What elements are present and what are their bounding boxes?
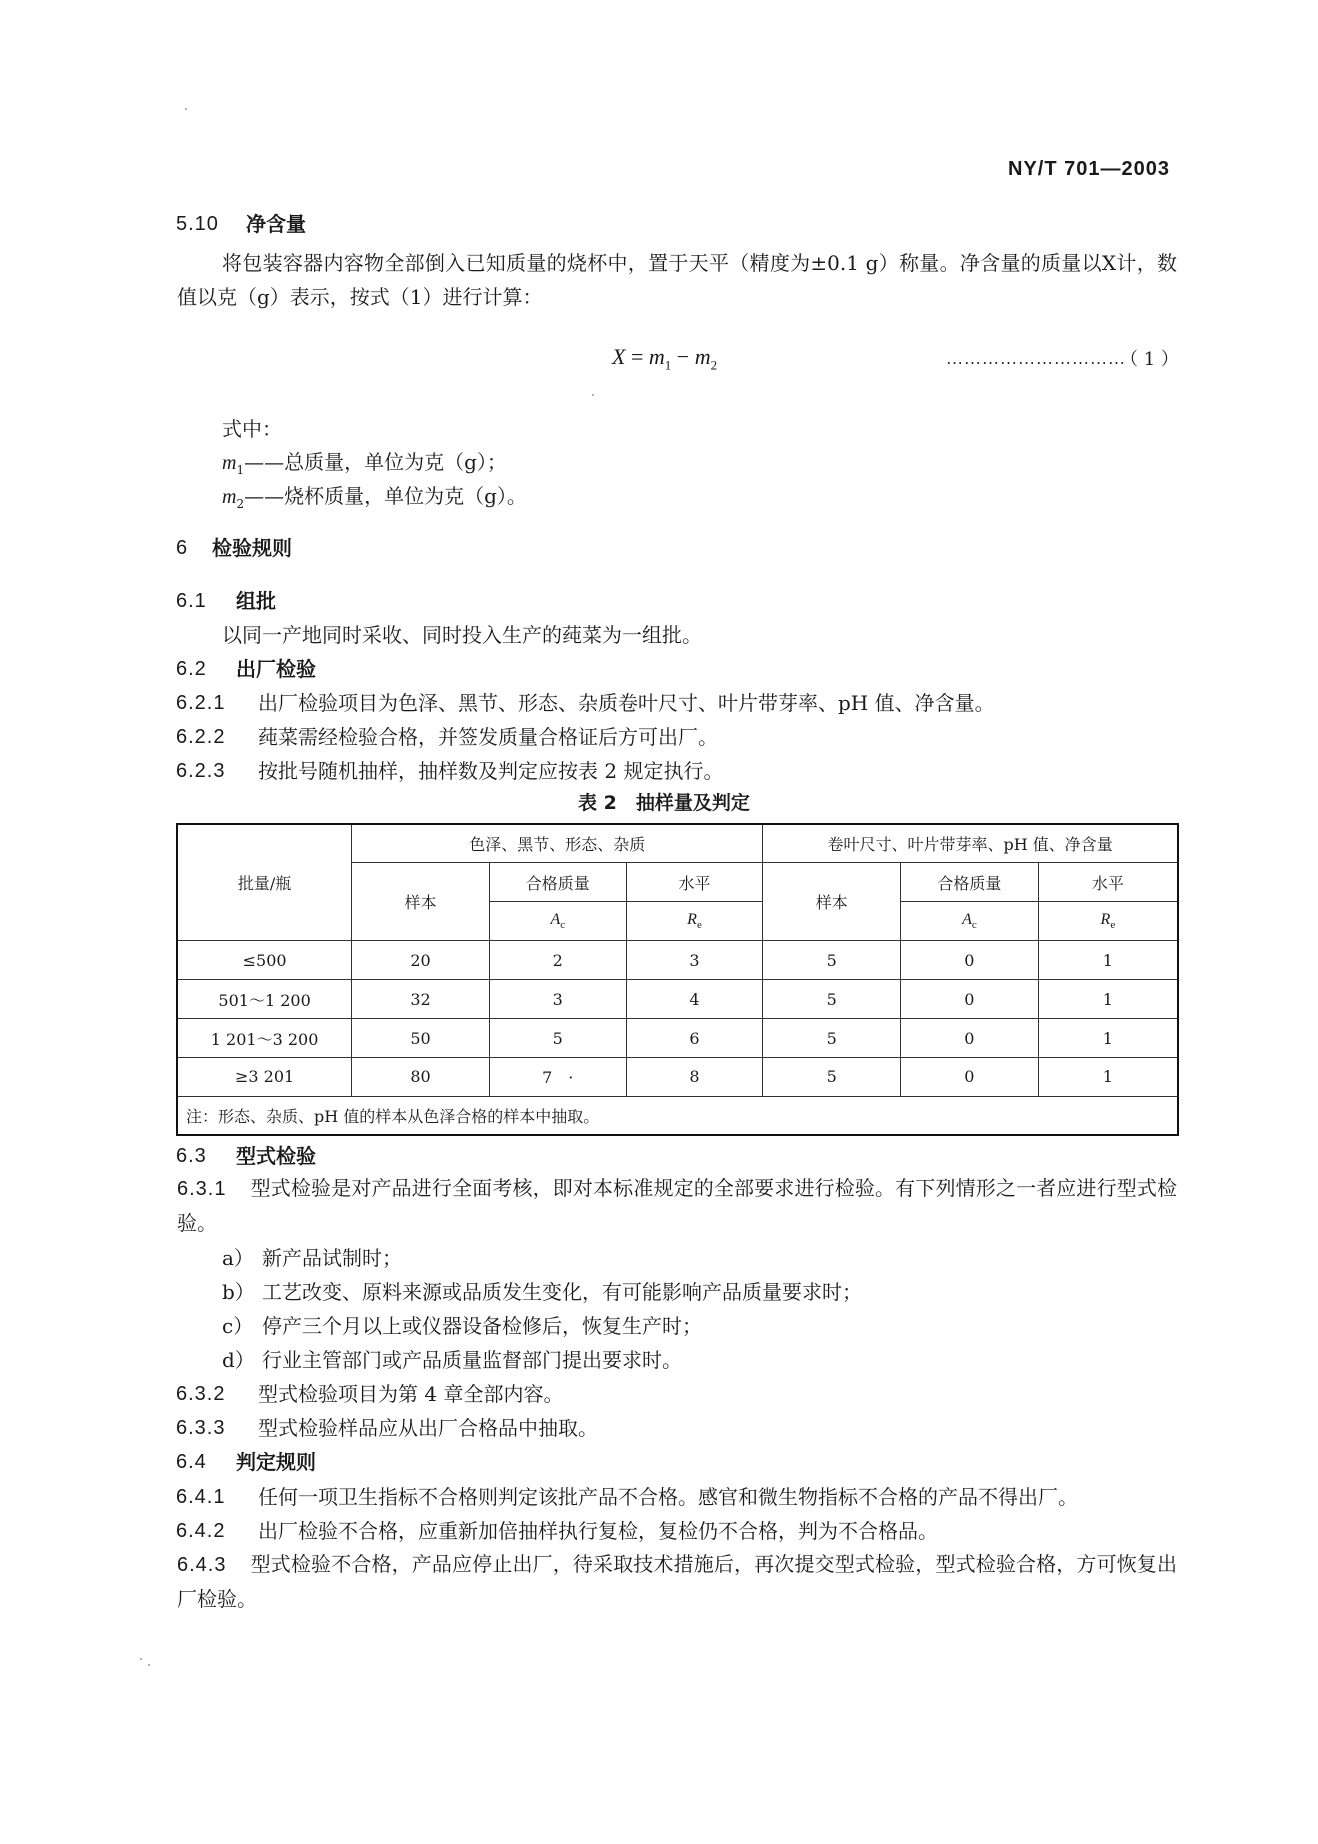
clause-6-3-3-number: 6.3.3 <box>176 1417 226 1439</box>
table-cell: 80 <box>352 1057 490 1096</box>
clause-6-2-2-number: 6.2.2 <box>176 726 226 748</box>
formula-minus: − <box>676 344 690 369</box>
section-6-3-title: 型式检验 <box>236 1144 316 1168</box>
clause-6-4-3-number: 6.4.3 <box>177 1554 227 1576</box>
list-item-c-text: 停产三个月以上或仪器设备检修后，恢复生产时； <box>262 1314 702 1338</box>
list-item-a-mark: a） <box>222 1246 254 1270</box>
ac-sub: c <box>560 918 566 931</box>
table-cell: 1 <box>1038 980 1178 1019</box>
table-cell: 5 <box>763 940 901 980</box>
table-cell: 3 <box>489 980 626 1019</box>
section-6-title: 检验规则 <box>212 536 292 560</box>
clause-6-4-1-number: 6.4.1 <box>176 1486 226 1508</box>
table-cell: 2 <box>489 940 626 980</box>
clause-6-4-2-number: 6.4.2 <box>176 1520 226 1542</box>
formula-equals: = <box>630 344 644 369</box>
table-cell: 5 <box>763 980 901 1019</box>
clause-6-3-2-number: 6.3.2 <box>176 1383 226 1405</box>
variable-m2-symbol: m <box>222 486 237 508</box>
table-header-group-1: 色泽、黑节、形态、杂质 <box>352 824 763 863</box>
table-header-ac-1 <box>489 901 626 940</box>
table-row <box>177 940 1178 980</box>
list-item-d-mark: d） <box>222 1348 255 1372</box>
scan-speck <box>185 108 187 110</box>
re-sub: e <box>1110 918 1116 931</box>
table-cell: 5 <box>763 1019 901 1058</box>
clause-6-4-2-text: 出厂检验不合格，应重新加倍抽样执行复检，复检仍不合格，判为不合格品。 <box>258 1519 938 1543</box>
re-symbol: R <box>687 910 697 928</box>
table-cell: 1 <box>1038 1019 1178 1058</box>
ac-symbol: A <box>550 910 561 928</box>
variable-m1-desc: ——总质量，单位为克（g）； <box>244 450 507 474</box>
table-cell: 8 <box>626 1057 763 1096</box>
variable-m2-sub: 2 <box>236 497 245 511</box>
list-item-b-mark: b） <box>222 1280 255 1304</box>
table-header-qual-1: 合格质量 <box>489 863 626 902</box>
table-cell: 0 <box>901 1019 1039 1058</box>
table-header-ac-2 <box>901 901 1039 940</box>
table-cell: 501～1 200 <box>177 980 352 1019</box>
clause-6-3-2-text: 型式检验项目为第 4 章全部内容。 <box>258 1382 564 1406</box>
variable-m2-desc: ——烧杯质量，单位为克（g）。 <box>244 484 527 508</box>
formula-m1-sub: 1 <box>664 357 672 373</box>
table-cell: 4 <box>626 980 763 1019</box>
formula-where: 式中： <box>222 417 282 441</box>
variable-m2 <box>222 484 527 511</box>
table-cell: 3 <box>626 940 763 980</box>
re-symbol: R <box>1100 910 1111 928</box>
formula-m2: m <box>694 344 711 369</box>
table-header-qual-2: 合格质量 <box>901 863 1039 902</box>
clause-6-3-1 <box>177 1171 1177 1240</box>
table-cell: 6 <box>626 1019 763 1058</box>
table-cell: 7 · <box>489 1057 626 1096</box>
section-6-1-paragraph: 以同一产地同时采收、同时投入生产的莼菜为一组批。 <box>222 623 702 647</box>
clause-6-2-1-number: 6.2.1 <box>176 692 226 714</box>
table-cell: 1 <box>1038 940 1178 980</box>
table-header-re-2 <box>1038 901 1178 940</box>
table-note: 注：形态、杂质、pH 值的样本从色泽合格的样本中抽取。 <box>177 1096 1178 1135</box>
clause-6-2-3-number: 6.2.3 <box>176 760 226 782</box>
table-header-re-1 <box>626 901 763 940</box>
table-row <box>177 1057 1178 1096</box>
scan-speck <box>592 394 594 396</box>
scan-speck <box>140 1658 142 1660</box>
formula-1 <box>612 344 717 373</box>
clause-6-2-3-text: 按批号随机抽样，抽样数及判定应按表 2 规定执行。 <box>258 759 724 783</box>
ac-sub: c <box>971 918 977 931</box>
variable-m1 <box>222 450 507 477</box>
scan-speck <box>148 1664 150 1666</box>
table-2 <box>176 823 1179 1136</box>
list-item-a-text: 新产品试制时； <box>262 1246 402 1270</box>
section-6-2-number: 6.2 <box>176 658 207 680</box>
table-cell: 0 <box>901 940 1039 980</box>
clause-6-3-3-text: 型式检验样品应从出厂合格品中抽取。 <box>258 1416 598 1440</box>
table-cell: ≥3 201 <box>177 1057 352 1096</box>
table-header-batch: 批量/瓶 <box>177 824 352 940</box>
table-cell: 0 <box>901 980 1039 1019</box>
table-row <box>177 980 1178 1019</box>
section-6-1-title: 组批 <box>236 589 276 613</box>
section-6-number: 6 <box>176 537 189 559</box>
variable-m1-sub: 1 <box>236 463 245 477</box>
table-header-level-2: 水平 <box>1038 863 1178 902</box>
table-cell: 5 <box>489 1019 626 1058</box>
table-header-sample-2: 样本 <box>763 863 901 940</box>
formula-leader-dots: ………………………… <box>946 349 1126 368</box>
table-header-level-1: 水平 <box>626 863 763 902</box>
section-6-4-title: 判定规则 <box>236 1450 316 1474</box>
table-cell: 20 <box>352 940 490 980</box>
table-row <box>177 1019 1178 1058</box>
list-item-d-text: 行业主管部门或产品质量监督部门提出要求时。 <box>262 1348 682 1372</box>
section-6-2-title: 出厂检验 <box>236 657 316 681</box>
re-sub: e <box>696 918 702 931</box>
list-item-b-text: 工艺改变、原料来源或品质发生变化，有可能影响产品质量要求时； <box>262 1280 862 1304</box>
clause-6-3-1-number: 6.3.1 <box>177 1178 227 1200</box>
variable-m1-symbol: m <box>222 452 237 474</box>
clause-6-4-3 <box>177 1547 1177 1616</box>
table-cell: 50 <box>352 1019 490 1058</box>
table-cell: ≤500 <box>177 940 352 980</box>
section-5-10-number: 5.10 <box>176 213 219 235</box>
section-5-10-paragraph: 将包装容器内容物全部倒入已知质量的烧杯中，置于天平（精度为±0.1 g）称量。净含量的质量以X计，数值以克（g）表示，按式（1）进行计算： <box>177 251 1177 309</box>
table-header-group-2: 卷叶尺寸、叶片带芽率、pH 值、净含量 <box>763 824 1178 863</box>
table-cell: 1 <box>1038 1057 1178 1096</box>
formula-m1: m <box>648 344 665 369</box>
clause-6-3-1-text: 型式检验是对产品进行全面考核，即对本标准规定的全部要求进行检验。有下列情形之一者应进行型式检验。 <box>177 1176 1177 1235</box>
clause-6-4-1-text: 任何一项卫生指标不合格则判定该批产品不合格。感官和微生物指标不合格的产品不得出厂。 <box>258 1485 1078 1509</box>
clause-6-2-1-text: 出厂检验项目为色泽、黑节、形态、杂质卷叶尺寸、叶片带芽率、pH 值、净含量。 <box>258 691 995 715</box>
table-cell: 1 201～3 200 <box>177 1019 352 1058</box>
table-cell: 32 <box>352 980 490 1019</box>
formula-number: （ 1 ） <box>1120 349 1179 370</box>
formula-m2-sub: 2 <box>710 357 718 373</box>
table-cell: 0 <box>901 1057 1039 1096</box>
clause-6-2-2-text: 莼菜需经检验合格，并签发质量合格证后方可出厂。 <box>258 725 718 749</box>
section-6-1-number: 6.1 <box>176 590 207 612</box>
section-6-3-number: 6.3 <box>176 1145 207 1167</box>
section-5-10-title: 净含量 <box>246 212 306 236</box>
formula-lhs: X <box>612 344 626 369</box>
table-cell: 5 <box>763 1057 901 1096</box>
list-item-c-mark: c） <box>222 1314 254 1338</box>
section-6-4-number: 6.4 <box>176 1451 207 1473</box>
clause-6-4-3-text: 型式检验不合格，产品应停止出厂，待采取技术措施后，再次提交型式检验，型式检验合格，方可恢复出厂检验。 <box>177 1552 1177 1611</box>
table-2-caption: 表 2 抽样量及判定 <box>578 792 750 814</box>
ac-symbol: A <box>962 910 972 928</box>
standard-code: NY/T 701—2003 <box>1008 158 1170 180</box>
table-header-sample-1: 样本 <box>352 863 490 940</box>
